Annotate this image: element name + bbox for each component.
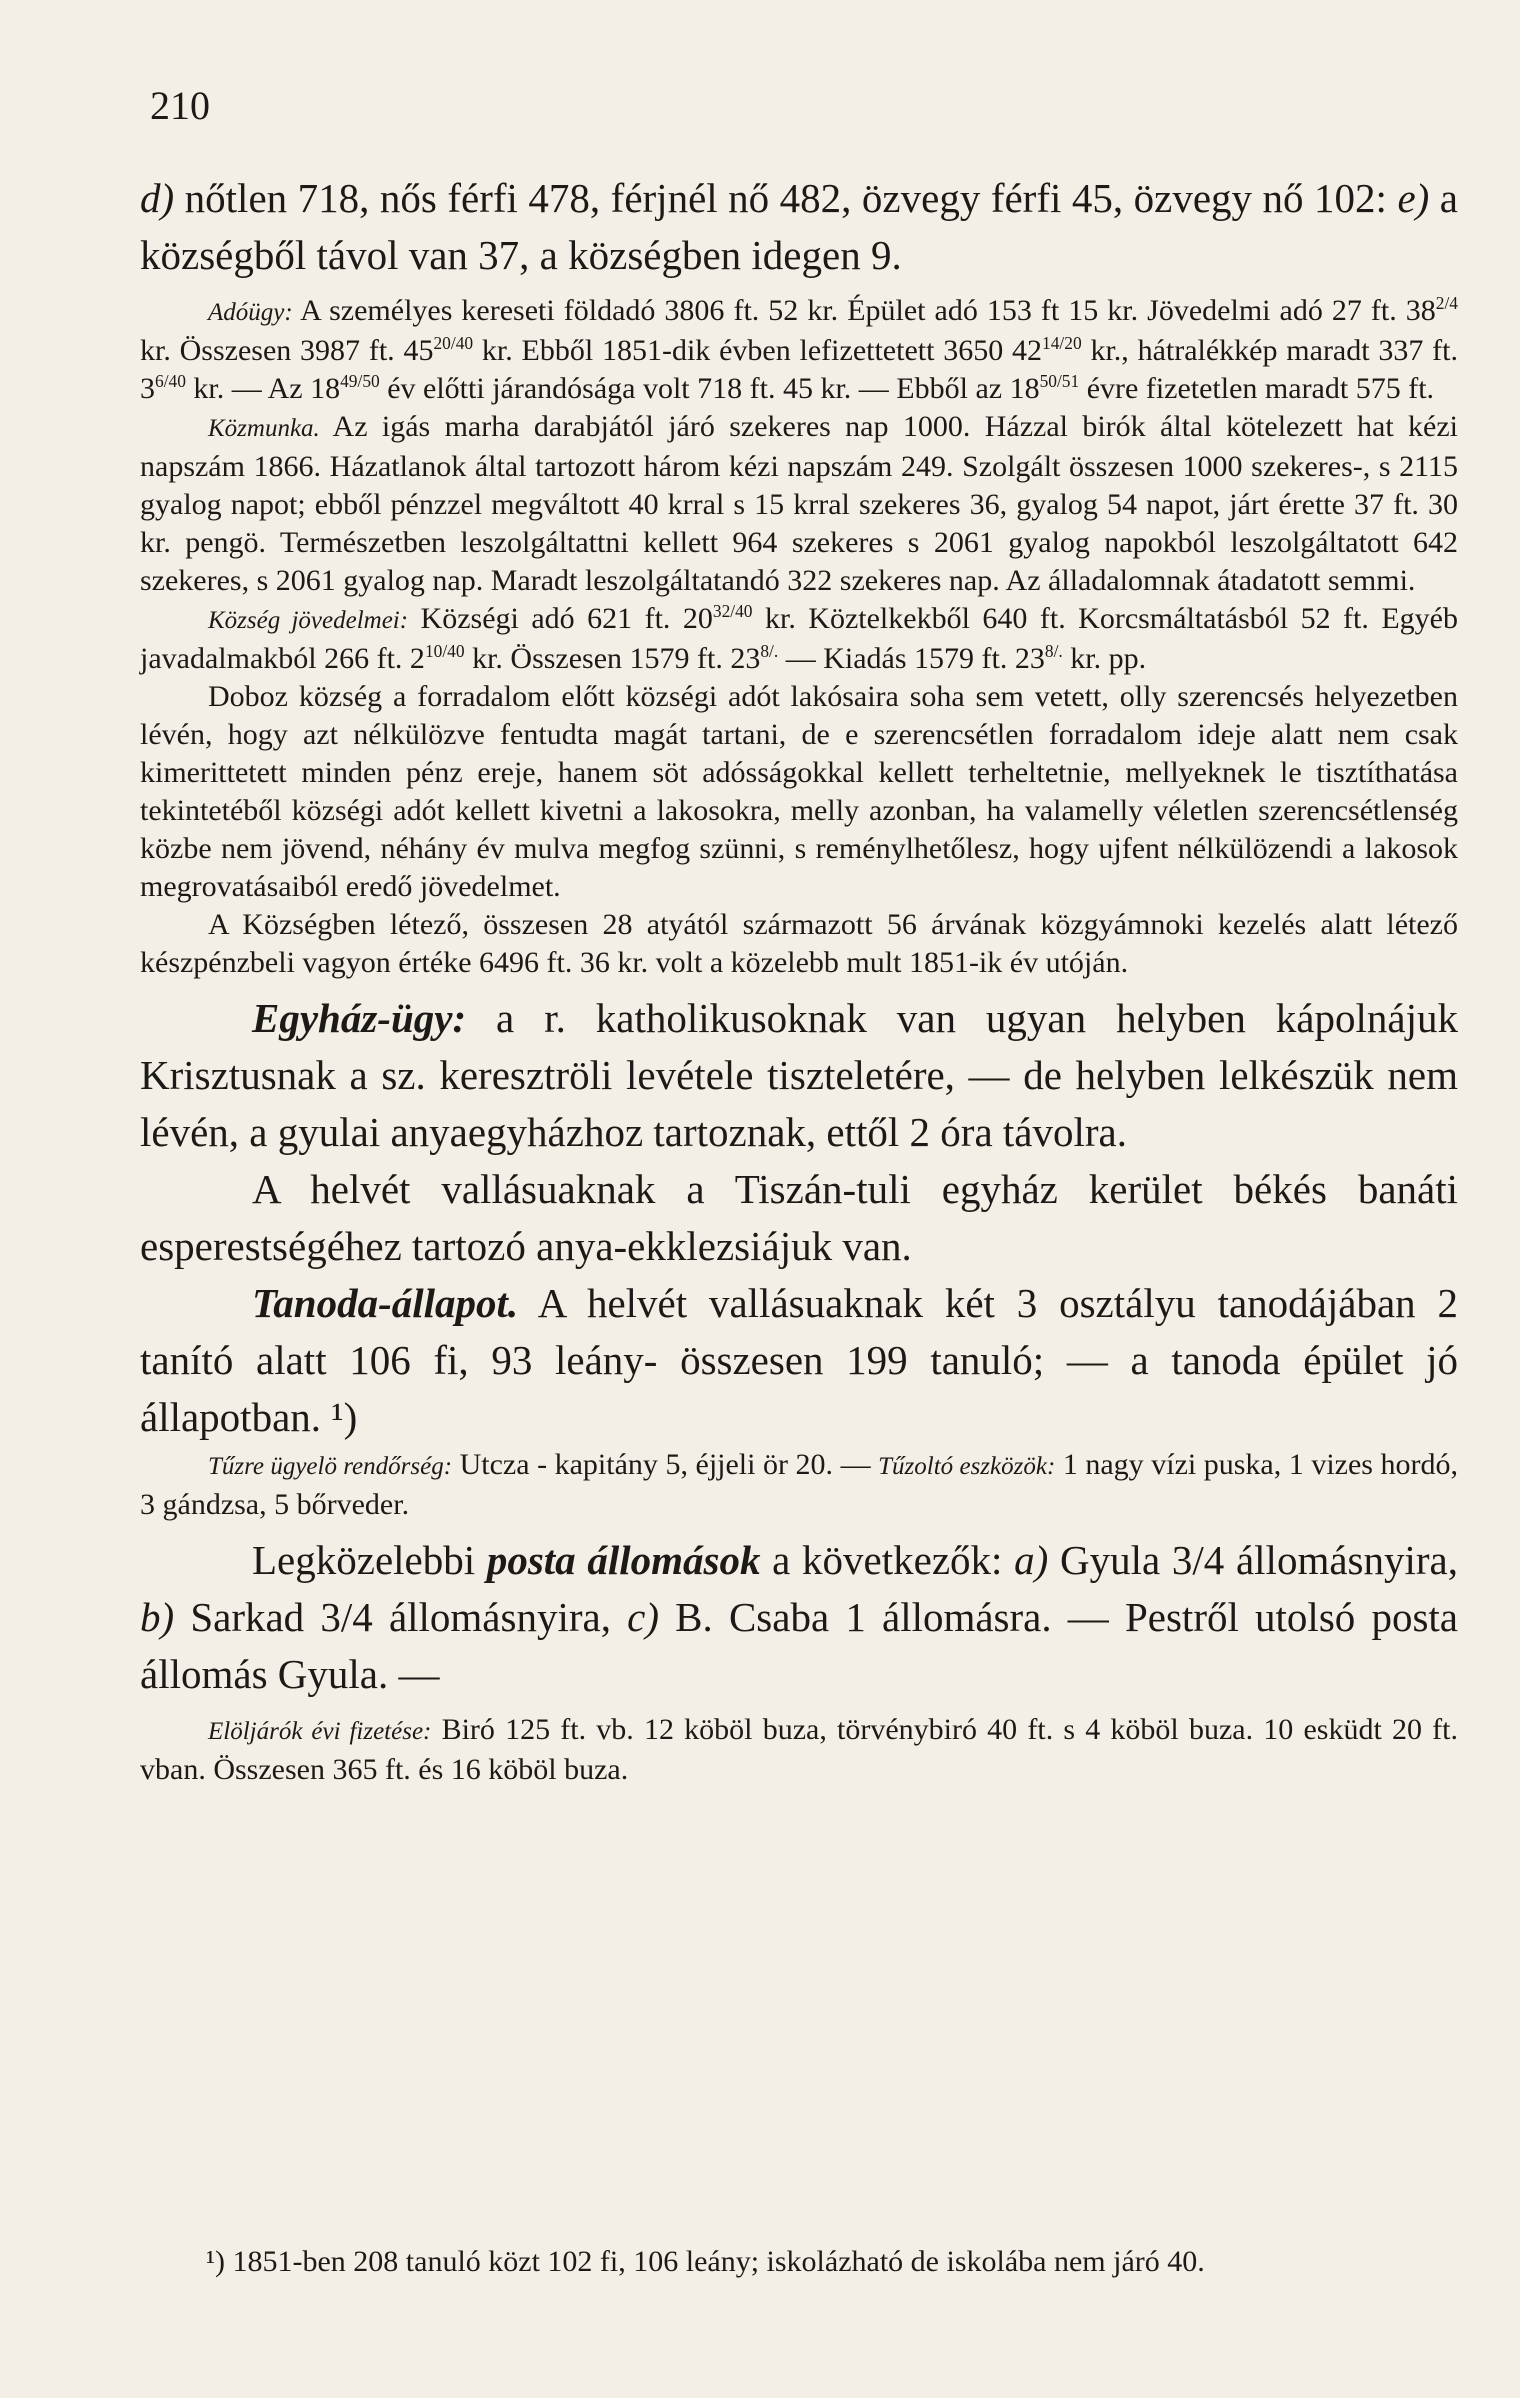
item-marker: e) — [1397, 175, 1430, 221]
paragraph-fire — [140, 1446, 1458, 1524]
text: Utcza - kapitány 5, éjjeli ör 20. — — [452, 1448, 879, 1481]
text: Legközelebbi — [252, 1537, 487, 1583]
text: B. Csaba 1 állomásra. — Pestről utolsó posta állomás Gyula. — — [140, 1594, 1458, 1697]
fraction: 49/50 — [340, 371, 380, 391]
fraction: 3/4 — [320, 1594, 373, 1640]
text: — Kiadás 1579 ft. 23 — [778, 642, 1045, 675]
footnote-marker: ¹) — [331, 1394, 358, 1440]
text: a következők: — [760, 1537, 1015, 1583]
text: kr. Ebből 1851-dik évben lefizettetett 3650 42 — [473, 334, 1043, 367]
section-label: Elöljárók évi fizetése: — [208, 1718, 432, 1745]
item-marker: a) — [1014, 1537, 1049, 1583]
text: Az igás marha darabjától járó szekeres nap 1000. Házzal birók által kötelezett hat kézi napszám 1866. Házatlanok által tartozott három kézi napszám 249. Szolgált összesen 1000 szekeres-, s 2115 gyalog napot; ebből pénzzel megváltott 40 krral s 15 krral szekeres 36, gyalog 54 napot, járt érette 37 ft. 30 kr. pengö. Természetben leszolgáltattni kellett 964 szekeres s 2061 gyalog napokból leszolgáltatott 642 szekeres, s 2061 gyalog nap. Maradt leszolgáltatandó 322 szekeres nap. Az álladalomnak átadatott semmi. — [140, 410, 1458, 597]
text: 1 nagy vízi puska, 1 vizes hordó, 3 gándzsa, 5 bőrveder. — [140, 1448, 1459, 1521]
text: év előtti járandósága volt 718 ft. 45 kr. — Ebből az 18 — [379, 372, 1040, 405]
paragraph-school — [140, 1275, 1458, 1446]
paragraph-orphans: A Községben létező, összesen 28 atyától származott 56 árvának közgyámnoki kezelés alatt létező készpénzbeli vagyon értéke 6496 ft. 36 kr. volt a közelebb mult 1851-ik év utóján. — [140, 908, 1458, 979]
text: kr., hátralékkép maradt 337 ft. 3 — [140, 334, 1458, 405]
fraction: 2/4 — [1435, 293, 1458, 313]
text: Biró 125 ft. vb. 12 köböl buza, törvénybiró 40 ft. s 4 köböl buza. 10 esküdt 20 ft. vban. Összesen 365 ft. és 16 köböl buza. — [140, 1713, 1459, 1786]
section-label: Egyház-ügy: — [252, 995, 467, 1041]
text: kr. Összesen 3987 ft. 45 — [140, 334, 434, 367]
paragraph-marital-status — [140, 170, 1458, 284]
paragraph-public-work — [140, 408, 1458, 600]
footnote: ¹) 1851-ben 208 tanuló közt 102 fi, 106 leány; iskolázható de iskolába nem járó 40. — [206, 2245, 1205, 2278]
text: kr. pp. — [1062, 642, 1147, 675]
paragraph-officials — [140, 1711, 1458, 1789]
text: a községből távol van 37, a községben idegen 9. — [140, 175, 1458, 278]
section-label: Adóügy: — [208, 299, 293, 326]
section-label: posta állomások — [486, 1537, 761, 1583]
section-label: Közmunka. — [208, 415, 320, 442]
fraction: 50/51 — [1039, 371, 1080, 391]
section-label: Község jövedelmei: — [208, 607, 409, 634]
text: kr. Összesen 1579 ft. 23 — [464, 642, 761, 675]
text: állomásnyira, — [1224, 1537, 1458, 1583]
paragraph-income — [140, 600, 1458, 678]
fraction: 3/4 — [1171, 1537, 1225, 1583]
text: A személyes kereseti földadó 3806 ft. 52 kr. Épület adó 153 ft 15 kr. Jövedelmi adó 27 ft. 38 — [292, 294, 1436, 327]
text: a r. katholikusoknak van ugyan helyben kápolnájuk Krisztusnak a sz. keresztröli levétele tiszteletére, — de helyben lelkészük nem lévén, a gyulai anyaegyházhoz tartoznak, ettől 2 óra távolra. — [140, 995, 1458, 1155]
page-body — [140, 170, 1458, 1789]
text: évre fizetetlen maradt 575 ft. — [1079, 372, 1435, 405]
text: Sarkad — [174, 1594, 321, 1640]
fraction: 20/40 — [433, 333, 474, 353]
text: Községi adó 621 ft. 20 — [408, 602, 713, 635]
fraction: 32/40 — [712, 601, 753, 621]
page-number: 210 — [150, 83, 210, 128]
fraction: 14/20 — [1042, 333, 1082, 353]
text: A helvét vallásuaknak két 3 osztályu tanodájában 2 tanító alatt 106 fi, 93 leány- összesen 199 tanuló; — a tanoda épület jó állapotban. — [140, 1280, 1458, 1440]
text: kr. — Az 18 — [185, 372, 341, 405]
item-marker: d) — [140, 175, 175, 221]
section-label: Tűzre ügyelö rendőrség: — [208, 1453, 453, 1480]
section-label: Tanoda-állapot. — [252, 1280, 519, 1326]
fraction: 8/. — [760, 641, 779, 661]
paragraph-tax — [140, 292, 1458, 408]
text: nőtlen 718, nős férfi 478, férjnél nő 482, özvegy férfi 45, özvegy nő 102: — [174, 175, 1398, 221]
item-marker: c) — [627, 1594, 659, 1640]
text: kr. Köztelkekből 640 ft. Korcsmáltatásból 52 ft. Egyéb javadalmakból 266 ft. 2 — [140, 602, 1458, 675]
item-marker: b) — [140, 1594, 175, 1640]
fraction: 8/. — [1044, 641, 1063, 661]
paragraph-post — [140, 1532, 1458, 1703]
paragraph-doboz: Doboz község a forradalom előtt községi adót lakósaira soha sem vetett, olly szerencsés helyezetben lévén, hogy azt nélkülözve fentudta magát tartani, de e szerencsétlen forradalom ideje alatt nem csak kimerittetett minden pénz ereje, hanem söt adósságokkal kellett terheltetnie, mellyeknek le tisztíthatása tekintetéből községi adót kellett kivetni a lakosokra, melly azonban, ha valamelly véletlen szerencsétlenség közbe nem jövend, néhány év mulva megfog szünni, s reménylhetőlesz, hogy ujfent nélkülözendi a lakosok megrovatásaiból eredő jövedelmet. — [140, 680, 1458, 903]
paragraph-church — [140, 990, 1458, 1161]
text: állomásnyira, — [372, 1594, 628, 1640]
fraction: 6/40 — [155, 371, 186, 391]
text: Gyula — [1048, 1537, 1172, 1583]
paragraph-helvet: A helvét vallásuaknak a Tiszán-tuli egyház kerület békés banáti esperestségéhez tartozó anya-ekklezsiájuk van. — [140, 1166, 1458, 1269]
section-label: Tűzoltó eszközök: — [878, 1453, 1056, 1480]
fraction: 10/40 — [424, 641, 465, 661]
